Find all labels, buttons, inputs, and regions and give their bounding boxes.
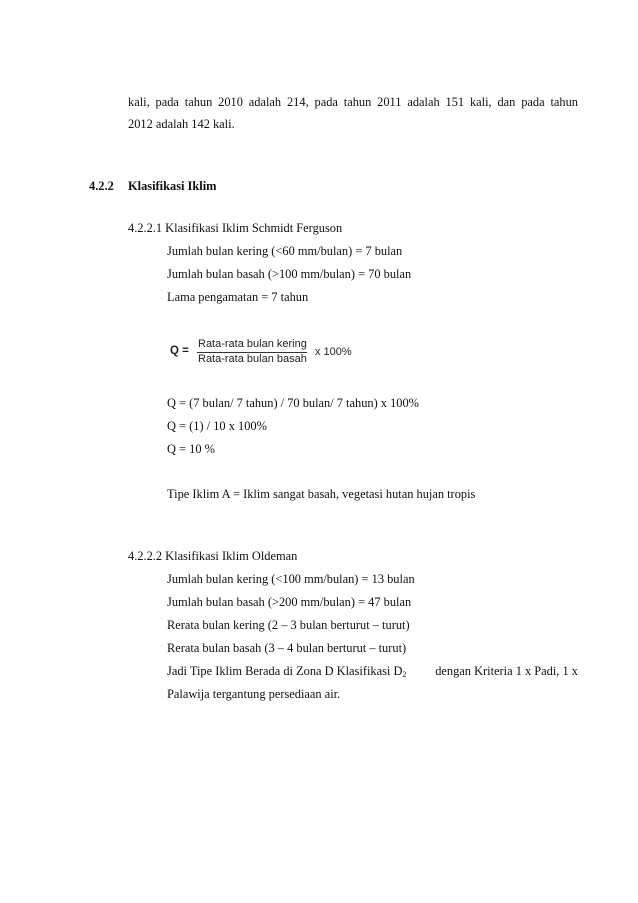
schmidt-calc-3: Q = 10 %	[167, 442, 215, 456]
schmidt-result: Tipe Iklim A = Iklim sangat basah, vegetasi hutan hujan tropis	[167, 487, 476, 501]
oldeman-conclusion	[167, 663, 578, 683]
formula-denominator: Rata-rata bulan basah	[198, 353, 307, 365]
formula-multiplier: x 100%	[315, 346, 352, 358]
formula-q: Q =	[170, 345, 189, 357]
paragraph-line-1: kali, pada tahun 2010 adalah 214, pada tahun 2011 adalah 151 kali, dan pada tahun	[128, 95, 578, 109]
oldeman-conclusion-pre: Jadi Tipe Iklim Berada di Zona D Klasifikasi D	[167, 664, 403, 678]
schmidt-dry-months: Jumlah bulan kering (<60 mm/bulan) = 7 bulan	[167, 244, 403, 258]
oldeman-wet-months: Jumlah bulan basah (>200 mm/bulan) = 47 bulan	[167, 595, 412, 609]
formula-numerator: Rata-rata bulan kering	[198, 338, 307, 350]
schmidt-wet-months: Jumlah bulan basah (>100 mm/bulan) = 70 bulan	[167, 267, 412, 281]
section-title: Klasifikasi Iklim	[128, 179, 217, 193]
schmidt-duration: Lama pengamatan = 7 tahun	[167, 290, 309, 304]
section-number: 4.2.2	[89, 179, 114, 193]
oldeman-heading: 4.2.2.2 Klasifikasi Iklim Oldeman	[128, 549, 298, 563]
oldeman-avg-wet: Rerata bulan basah (3 – 4 bulan berturut – turut)	[167, 641, 407, 655]
oldeman-conclusion-post: dengan Kriteria 1 x Padi, 1 x	[435, 664, 578, 678]
paragraph-line-2: 2012 adalah 142 kali.	[128, 117, 235, 131]
oldeman-conclusion-main	[167, 663, 406, 683]
schmidt-calc-2: Q = (1) / 10 x 100%	[167, 419, 267, 433]
schmidt-calc-1: Q = (7 bulan/ 7 tahun) / 70 bulan/ 7 tahun) x 100%	[167, 396, 420, 410]
schmidt-heading: 4.2.2.1 Klasifikasi Iklim Schmidt Ferguson	[128, 221, 343, 235]
oldeman-conclusion-subscript: 2	[402, 670, 407, 679]
oldeman-conclusion-line-2: Palawija tergantung persediaan air.	[167, 687, 341, 701]
oldeman-dry-months: Jumlah bulan kering (<100 mm/bulan) = 13 bulan	[167, 572, 415, 586]
oldeman-avg-dry: Rerata bulan kering (2 – 3 bulan berturut – turut)	[167, 618, 410, 632]
